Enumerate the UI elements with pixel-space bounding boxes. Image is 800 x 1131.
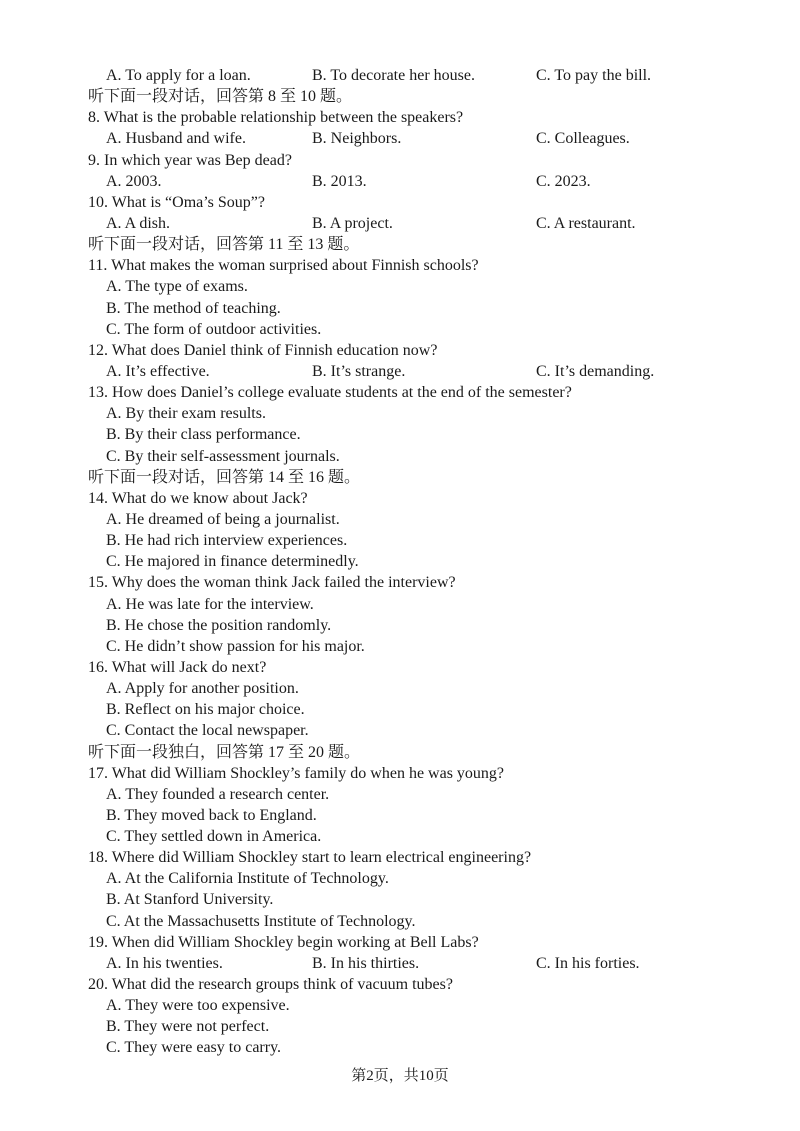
- question-stem: 15. Why does the woman think Jack failed the interview?: [88, 574, 456, 592]
- answer-option: B. They moved back to England.: [106, 806, 317, 824]
- answer-option: B. It’s strange.: [312, 362, 406, 380]
- section-instruction: 听下面一段对话，回答第 14 至 16 题。: [88, 468, 361, 486]
- question-stem: 18. Where did William Shockley start to learn electrical engineering?: [88, 849, 532, 867]
- answer-option: C. They settled down in America.: [106, 828, 322, 846]
- question-stem: 19. When did William Shockley begin working at Bell Labs?: [88, 933, 479, 951]
- option-row: [88, 213, 728, 234]
- page-number: 第2页，共10页: [351, 1068, 449, 1084]
- answer-option: A. In his twenties.: [106, 954, 223, 972]
- answer-option: C. It’s demanding.: [536, 362, 655, 380]
- answer-option: C. By their self-assessment journals.: [106, 447, 340, 465]
- question-stem: 17. What did William Shockley’s family do when he was young?: [88, 764, 505, 782]
- answer-option: A. 2003.: [106, 172, 162, 190]
- answer-option: B. At Stanford University.: [106, 891, 274, 909]
- question-stem: 14. What do we know about Jack?: [88, 489, 308, 507]
- answer-option: C. He didn’t show passion for his major.: [106, 637, 365, 655]
- answer-option: C. In his forties.: [536, 954, 640, 972]
- answer-option: C. At the Massachusetts Institute of Technology.: [106, 912, 416, 930]
- answer-option: B. Neighbors.: [312, 130, 402, 148]
- answer-option: A. To apply for a loan.: [106, 67, 251, 84]
- question-stem: 20. What did the research groups think of vacuum tubes?: [88, 976, 453, 994]
- option-row: [88, 128, 728, 149]
- answer-option: C. Contact the local newspaper.: [106, 722, 309, 740]
- question-stem: 13. How does Daniel’s college evaluate students at the end of the semester?: [88, 384, 572, 402]
- answer-option: A. The type of exams.: [106, 278, 248, 296]
- question-stem: 8. What is the probable relationship between the speakers?: [88, 109, 464, 127]
- answer-option: A. Husband and wife.: [106, 130, 246, 148]
- answer-option: B. A project.: [312, 214, 393, 232]
- answer-option: A. It’s effective.: [106, 362, 210, 380]
- answer-option: B. Reflect on his major choice.: [106, 701, 305, 719]
- answer-option: A. By their exam results.: [106, 405, 266, 423]
- answer-option: B. In his thirties.: [312, 954, 420, 972]
- section-instruction: 听下面一段对话，回答第 8 至 10 题。: [88, 88, 353, 106]
- exam-questions: [88, 65, 728, 1059]
- answer-option: B. He chose the position randomly.: [106, 616, 332, 634]
- answer-option: C. He majored in finance determinedly.: [106, 553, 359, 571]
- answer-option: A. He was late for the interview.: [106, 595, 314, 613]
- answer-option: B. By their class performance.: [106, 426, 301, 444]
- section-instruction: 听下面一段独白，回答第 17 至 20 题。: [88, 743, 361, 761]
- option-row: [88, 953, 728, 974]
- section-instruction: 听下面一段对话，回答第 11 至 13 题。: [88, 236, 360, 254]
- answer-option: C. A restaurant.: [536, 214, 636, 232]
- question-stem: 11. What makes the woman surprised about Finnish schools?: [88, 257, 479, 275]
- answer-option: A. At the California Institute of Technology.: [106, 870, 389, 888]
- answer-option: B. The method of teaching.: [106, 299, 281, 317]
- option-row: [88, 361, 728, 382]
- answer-option: C. Colleagues.: [536, 130, 630, 148]
- answer-option: A. They were too expensive.: [106, 997, 290, 1015]
- question-stem: 10. What is “Oma’s Soup”?: [88, 193, 266, 211]
- answer-option: A. Apply for another position.: [106, 680, 299, 698]
- option-row: [88, 171, 728, 192]
- answer-option: A. He dreamed of being a journalist.: [106, 510, 340, 528]
- answer-option: C. The form of outdoor activities.: [106, 320, 322, 338]
- answer-option: A. A dish.: [106, 214, 171, 232]
- question-stem: 9. In which year was Bep dead?: [88, 151, 292, 169]
- answer-option: C. 2023.: [536, 172, 591, 190]
- answer-option: C. To pay the bill.: [536, 67, 652, 84]
- answer-option: B. To decorate her house.: [312, 67, 475, 84]
- answer-option: B. He had rich interview experiences.: [106, 532, 348, 550]
- answer-option: B. They were not perfect.: [106, 1018, 270, 1036]
- answer-option: A. They founded a research center.: [106, 785, 330, 803]
- answer-option: C. They were easy to carry.: [106, 1039, 282, 1057]
- question-stem: 16. What will Jack do next?: [88, 658, 267, 676]
- answer-option: B. 2013.: [312, 172, 367, 190]
- option-row: [88, 65, 728, 86]
- question-stem: 12. What does Daniel think of Finnish education now?: [88, 341, 438, 359]
